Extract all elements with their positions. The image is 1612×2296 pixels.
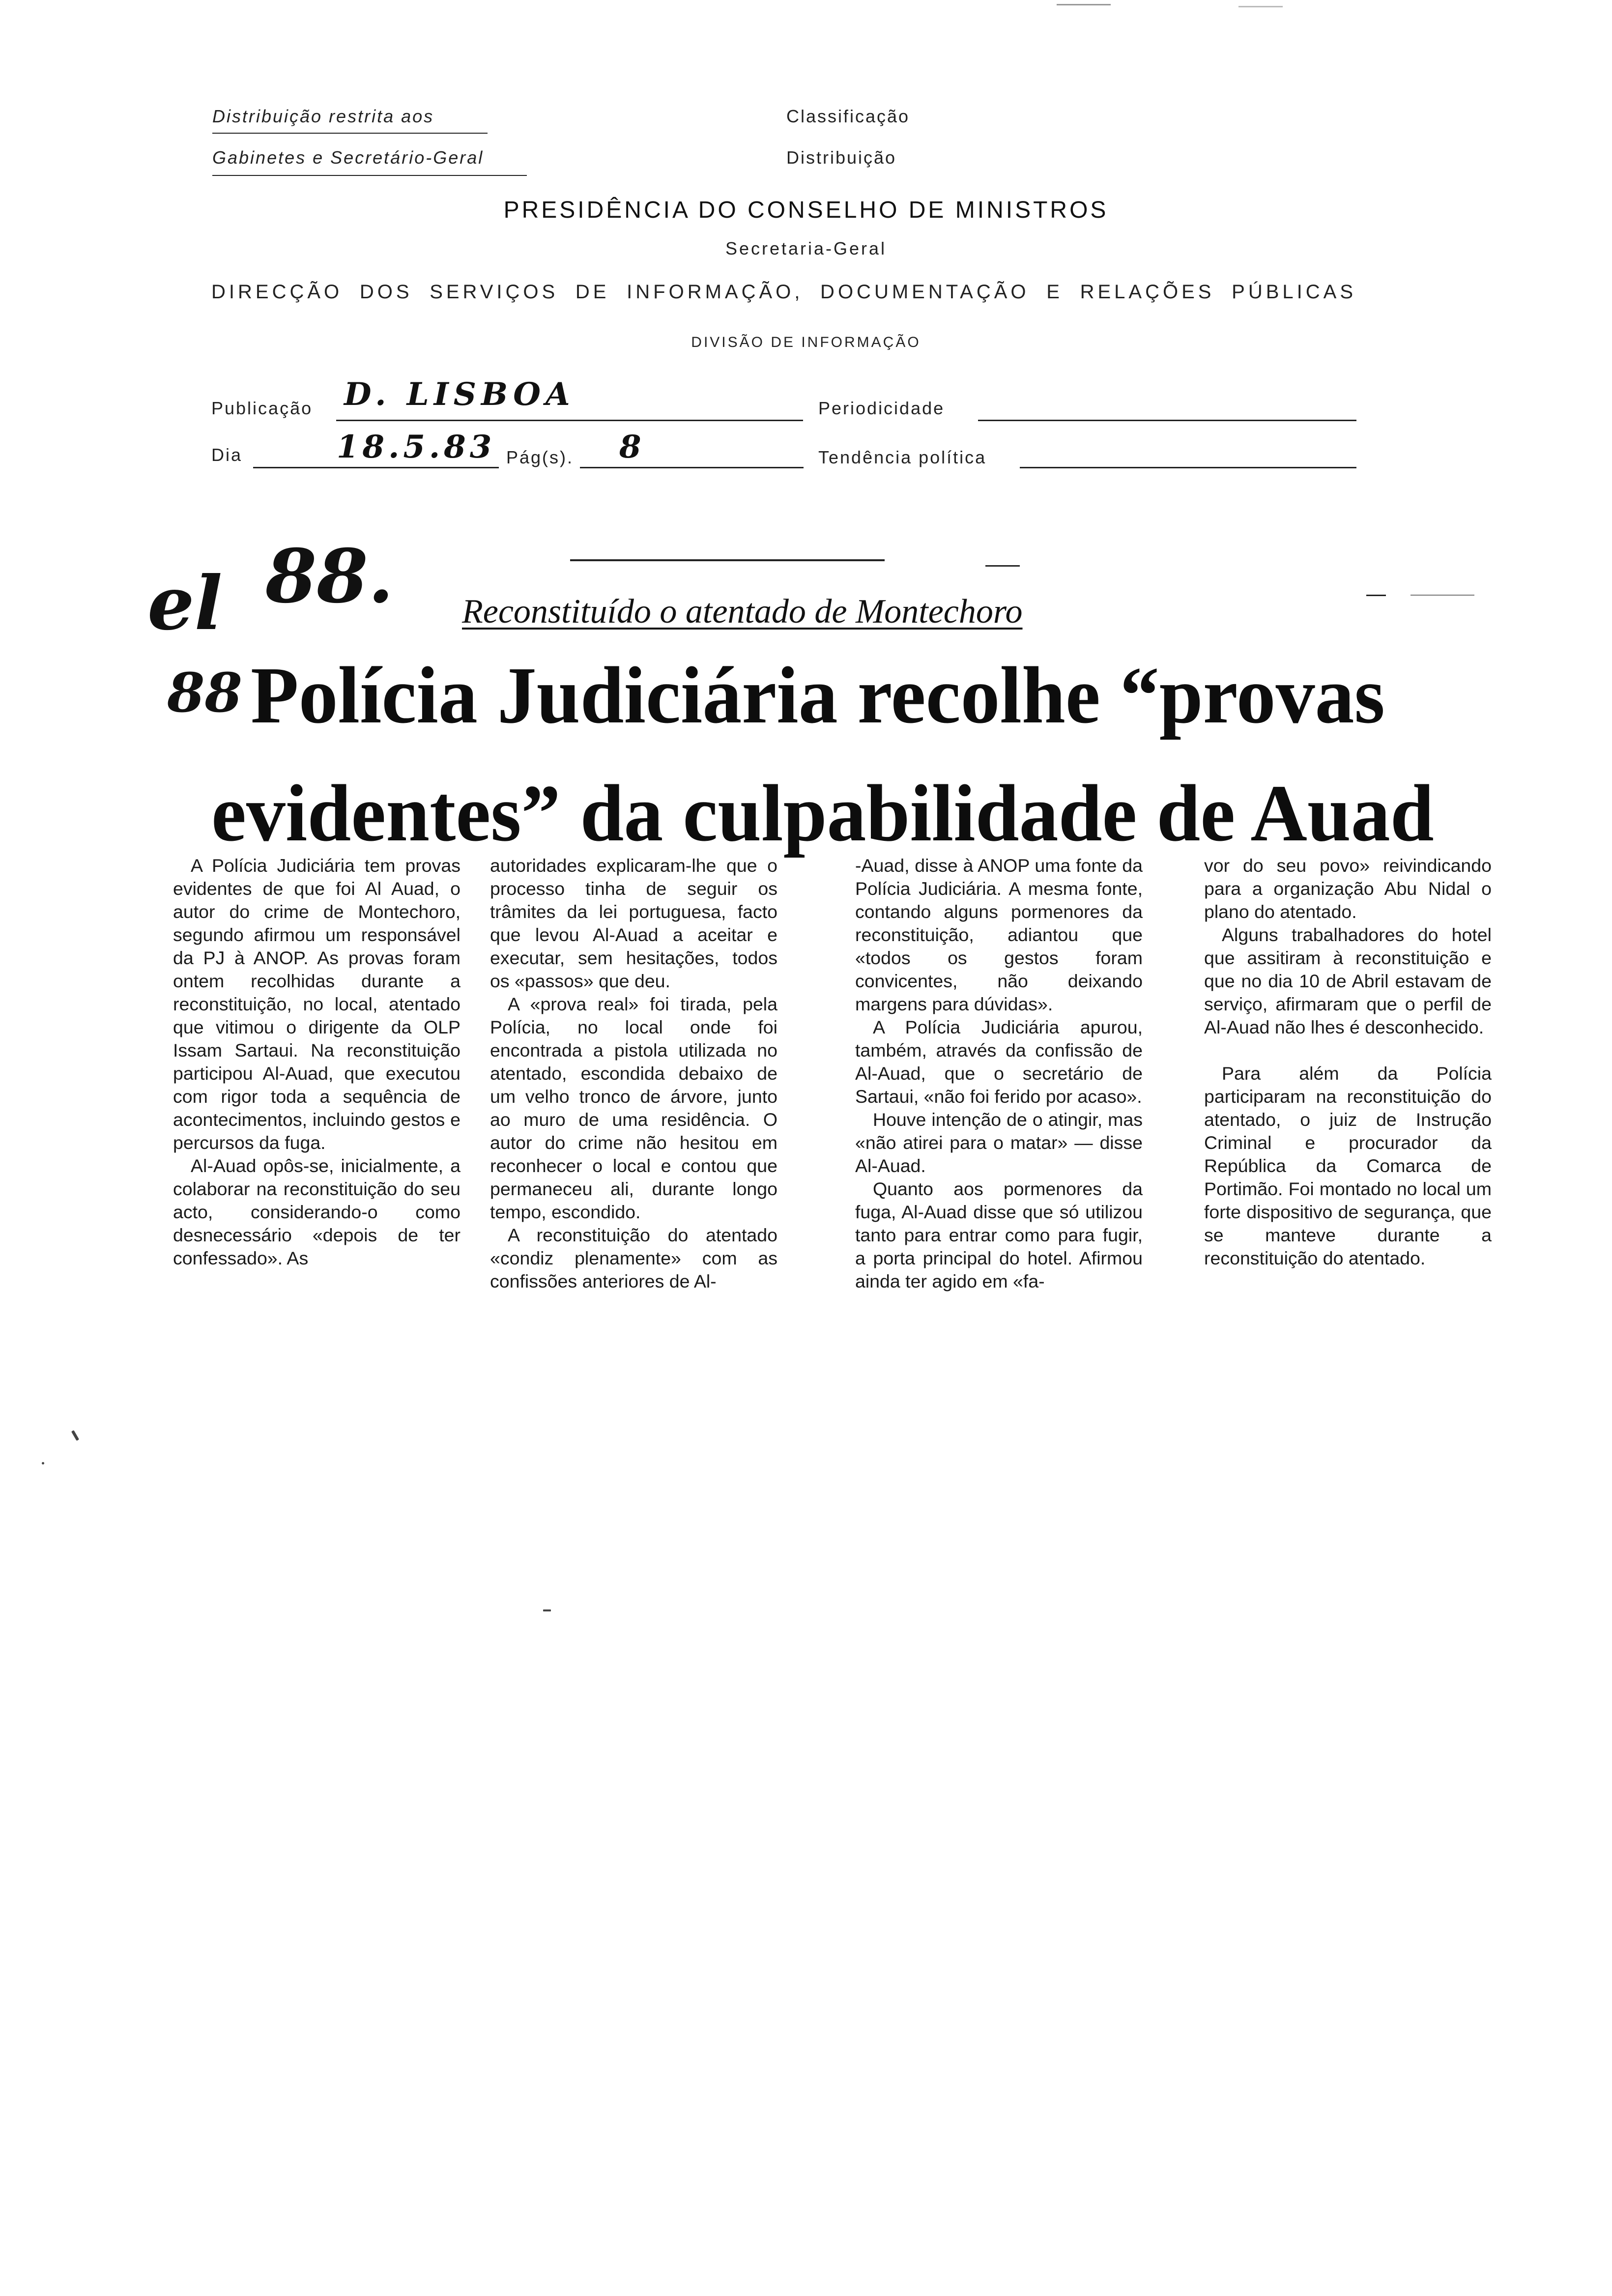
scan-speck (543, 1609, 551, 1611)
article-column-1 (173, 854, 461, 1270)
pages-line (580, 467, 804, 468)
tendency-label: Tendência política (818, 447, 987, 467)
restricted-line-2: Gabinetes e Secretário-Geral (212, 147, 484, 168)
date-line (253, 467, 499, 468)
publication-line (336, 420, 803, 421)
article-kicker: Reconstituído o atentado de Montechoro (462, 593, 1023, 631)
periodicity-label: Periodicidade (818, 398, 945, 418)
page-title: PRESIDÊNCIA DO CONSELHO DE MINISTROS (503, 197, 1109, 223)
pages-value: 8 (619, 429, 641, 465)
paragraph: -Auad, disse à ANOP uma fonte da Polícia Judiciária. A mesma fonte, contando alguns pormenores da reconstituição, adiantou que «todos os gestos foram convicentes, não deixando margens para dúvidas». (855, 855, 1143, 1014)
classification-label: Classificação (786, 106, 910, 126)
handwritten-note: 88. (265, 533, 394, 620)
paragraph: A Polícia Judiciária tem provas evidentes de que foi Al Auad, o autor do crime de Montechoro, segundo afirmou um responsável da PJ à ANOP. As provas foram ontem recolhidas durante a reconstituição, no local, atentado que vitimou o dirigente da OLP Issam Sartaui. Na reconstituição participou Al-Auad, que executou com rigor toda a sequência de acontecimentos, incluindo gestos e percursos da fuga. (173, 855, 461, 1153)
division-line: DIVISÃO DE INFORMAÇÃO (691, 334, 921, 350)
restricted-underline (212, 133, 488, 134)
paragraph: autoridades explicaram-lhe que o processo tinha de seguir os trâmites da lei portuguesa, facto que levou Al-Auad a aceitar e executar, sem hesitações, todos os «passos» que deu. (490, 855, 777, 991)
article-column-4 (1204, 854, 1492, 1270)
scan-mark (1057, 4, 1111, 5)
paragraph: Al-Auad opôs-se, inicialmente, a colaborar na reconstituição do seu acto, considerando-o como desnecessário «depois de ter confessado». As (173, 1155, 461, 1268)
scan-mark (1238, 6, 1283, 7)
paragraph: Para além da Polícia participaram na reconstituição do atentado, o juiz de Instrução Criminal e procurador da República da Comarca de Portimão. Foi montado no local um forte dispositivo de segurança, que se manteve durante a reconstituição do atentado. (1204, 1063, 1492, 1268)
article-headline-cont: evidentes” da culpabilidade de Auad (211, 768, 1434, 858)
date-value: 18.5.83 (337, 429, 496, 465)
article-headline: Polícia Judiciária recolhe “provas (251, 650, 1385, 740)
paragraph: A Polícia Judiciária apurou, também, através da confissão de Al-Auad, que o secretário de Sartaui, «não foi ferido por acaso». (855, 1017, 1143, 1107)
handwritten-initials: el (147, 560, 223, 647)
publication-label: Publicação (211, 398, 313, 418)
paragraph: A reconstituição do atentado «condiz plenamente» com as confissões anteriores de Al- (490, 1225, 777, 1292)
restricted-line-1: Distribuição restrita aos (212, 106, 434, 126)
pages-label: Pág(s). (506, 447, 574, 467)
page-subtitle: Secretaria-Geral (725, 238, 887, 258)
article-column-2 (490, 854, 777, 1293)
restricted-underline (212, 175, 527, 176)
scan-speck (42, 1462, 44, 1464)
paragraph: Houve intenção de o atingir, mas «não atirei para o matar» — disse Al-Auad. (855, 1109, 1143, 1176)
clipping-rule (985, 565, 1020, 567)
clipping-rule (1410, 595, 1474, 596)
clipping-rule (1366, 595, 1386, 596)
date-label: Dia (211, 445, 243, 465)
scan-speck (71, 1430, 79, 1441)
article-column-3 (855, 854, 1143, 1293)
handwritten-note-left: 88 (167, 661, 243, 724)
publication-value: D. LISBOA (344, 376, 575, 413)
department-line: DIRECÇÃO DOS SERVIÇOS DE INFORMAÇÃO, DOCUMENTAÇÃO E RELAÇÕES PÚBLICAS (211, 281, 1356, 303)
paragraph: A «prova real» foi tirada, pela Polícia, no local onde foi encontrada a pistola utilizada no atentado, escondida debaixo de um velho tronco de árvore, junto ao muro de uma residência. O autor do crime não hesitou em reconhecer o local e contou que permaneceu ali, durante longo tempo, escondido. (490, 994, 777, 1222)
paragraph: Alguns trabalhadores do hotel que assitiram à reconstituição e que no dia 10 de Abril estavam de serviço, afirmaram que o perfil de Al-Auad não lhes é desconhecido. (1204, 924, 1492, 1037)
paragraph: Quanto aos pormenores da fuga, Al-Auad disse que só utilizou tanto para entrar como para fugir, a porta principal do hotel. Afirmou ainda ter agido em «fa- (855, 1178, 1143, 1292)
paragraph: vor do seu povo» reivindicando para a organização Abu Nidal o plano do atentado. (1204, 855, 1492, 922)
distribution-label: Distribuição (786, 147, 897, 168)
tendency-line (1020, 467, 1356, 468)
periodicity-line (978, 420, 1356, 421)
clipping-rule (570, 559, 885, 561)
